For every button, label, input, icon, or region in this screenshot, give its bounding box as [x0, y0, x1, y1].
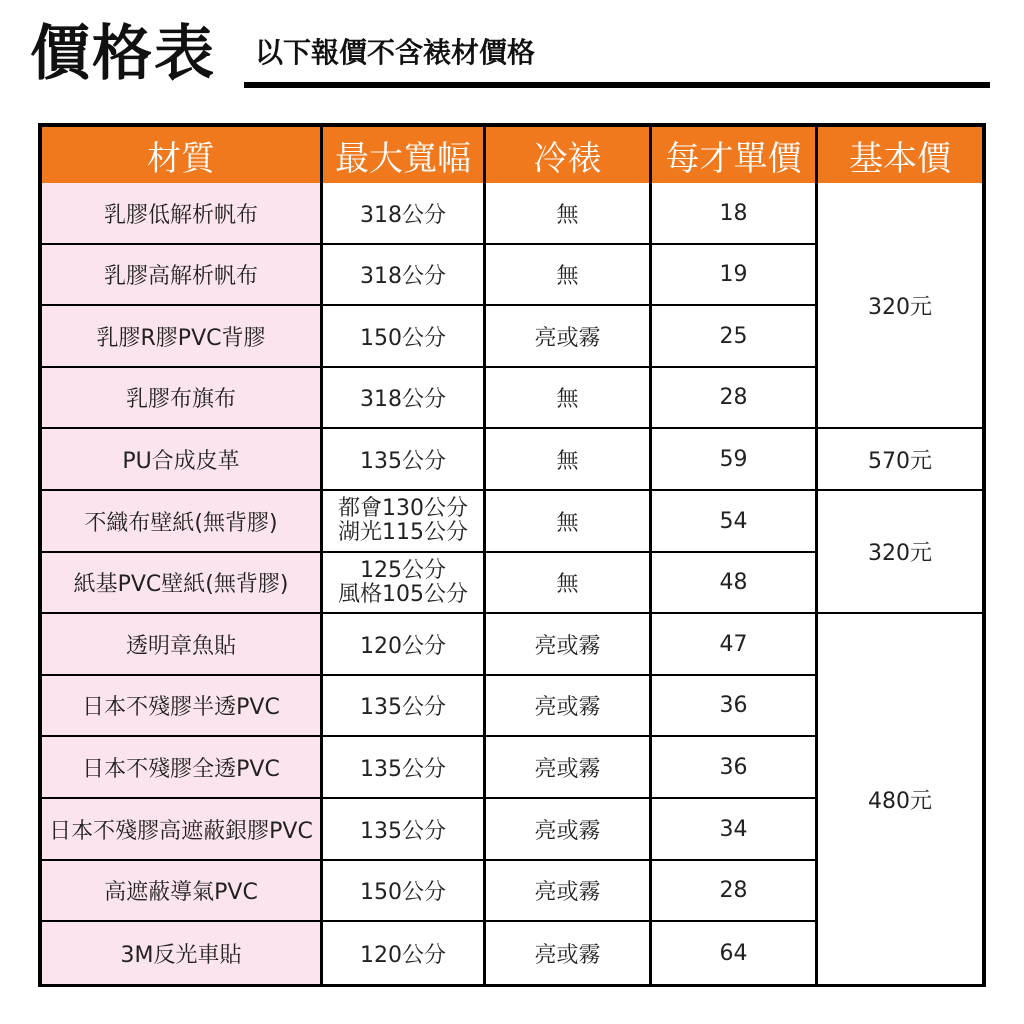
material-name: 日本不殘膠半透PVC: [42, 676, 320, 735]
material-name: 乳膠低解析帆布: [42, 183, 320, 243]
base-price: 570元: [818, 429, 982, 489]
unit-price: 19: [652, 245, 815, 304]
material-name: 乳膠布旗布: [42, 368, 320, 427]
material-name: 乳膠高解析帆布: [42, 245, 320, 304]
material-name: 紙基PVC壁紙(無背膠): [42, 553, 320, 612]
max-width: 150公分: [323, 306, 483, 366]
laminate: 亮或霧: [486, 737, 649, 797]
max-width: 318公分: [323, 245, 483, 304]
max-width: 135公分: [323, 676, 483, 735]
header-laminate: 冷裱: [533, 138, 602, 179]
base-price: 320元: [818, 183, 982, 427]
table-header-row: [42, 127, 982, 183]
base-price: 320元: [818, 491, 982, 612]
laminate: 無: [486, 245, 649, 304]
unit-price: 59: [652, 429, 815, 489]
unit-price: 28: [652, 861, 815, 920]
max-width: 120公分: [323, 614, 483, 674]
laminate: 無: [486, 368, 649, 427]
laminate: 亮或霧: [486, 676, 649, 735]
max-width: 135公分: [323, 799, 483, 859]
page-title: 價格表: [30, 19, 216, 89]
material-name: PU合成皮革: [42, 429, 320, 489]
unit-price: 36: [652, 676, 815, 735]
header-unit-price: 每才單價: [665, 138, 802, 179]
max-width-line: 風格105公分: [338, 581, 468, 607]
unit-price: 36: [652, 737, 815, 797]
max-width: 318公分: [323, 183, 483, 243]
laminate: 亮或霧: [486, 861, 649, 920]
unit-price: 18: [652, 183, 815, 243]
unit-price: 64: [652, 922, 815, 984]
laminate: 亮或霧: [486, 306, 649, 366]
max-width: 318公分: [323, 368, 483, 427]
header-material: 材質: [147, 138, 215, 179]
column-divider: [320, 127, 323, 983]
material-name: 不織布壁紙(無背膠): [42, 491, 320, 551]
max-width: 120公分: [323, 922, 483, 984]
base-price: 480元: [818, 614, 982, 984]
unit-price: 34: [652, 799, 815, 859]
price-table: [38, 123, 986, 987]
column-divider: [649, 127, 652, 983]
material-name: 日本不殘膠高遮蔽銀膠PVC: [42, 799, 320, 859]
unit-price: 47: [652, 614, 815, 674]
header-base-price: 基本價: [849, 138, 951, 179]
material-name: 日本不殘膠全透PVC: [42, 737, 320, 797]
max-width-line: 湖光115公分: [338, 520, 468, 545]
max-width: [323, 553, 483, 612]
laminate: 無: [486, 553, 649, 612]
laminate: 亮或霧: [486, 799, 649, 859]
header-max-width: 最大寬幅: [335, 138, 471, 179]
unit-price: 54: [652, 491, 815, 551]
max-width: [323, 491, 483, 551]
column-divider: [483, 127, 486, 983]
material-name: 高遮蔽導氣PVC: [42, 861, 320, 920]
max-width-line: 125公分: [360, 557, 446, 583]
laminate: 無: [486, 183, 649, 243]
laminate: 無: [486, 491, 649, 551]
title-underline: [244, 82, 990, 88]
laminate: 亮或霧: [486, 922, 649, 984]
column-divider: [815, 127, 818, 983]
page-subtitle: 以下報價不含裱材價格: [255, 36, 536, 69]
max-width: 135公分: [323, 737, 483, 797]
unit-price: 25: [652, 306, 815, 366]
material-name: 3M反光車貼: [42, 922, 320, 984]
laminate: 無: [486, 429, 649, 489]
material-name: 乳膠R膠PVC背膠: [42, 306, 320, 366]
max-width: 135公分: [323, 429, 483, 489]
unit-price: 48: [652, 553, 815, 612]
max-width-line: 都會130公分: [338, 496, 468, 521]
laminate: 亮或霧: [486, 614, 649, 674]
unit-price: 28: [652, 368, 815, 427]
max-width: 150公分: [323, 861, 483, 920]
material-name: 透明章魚貼: [42, 614, 320, 674]
